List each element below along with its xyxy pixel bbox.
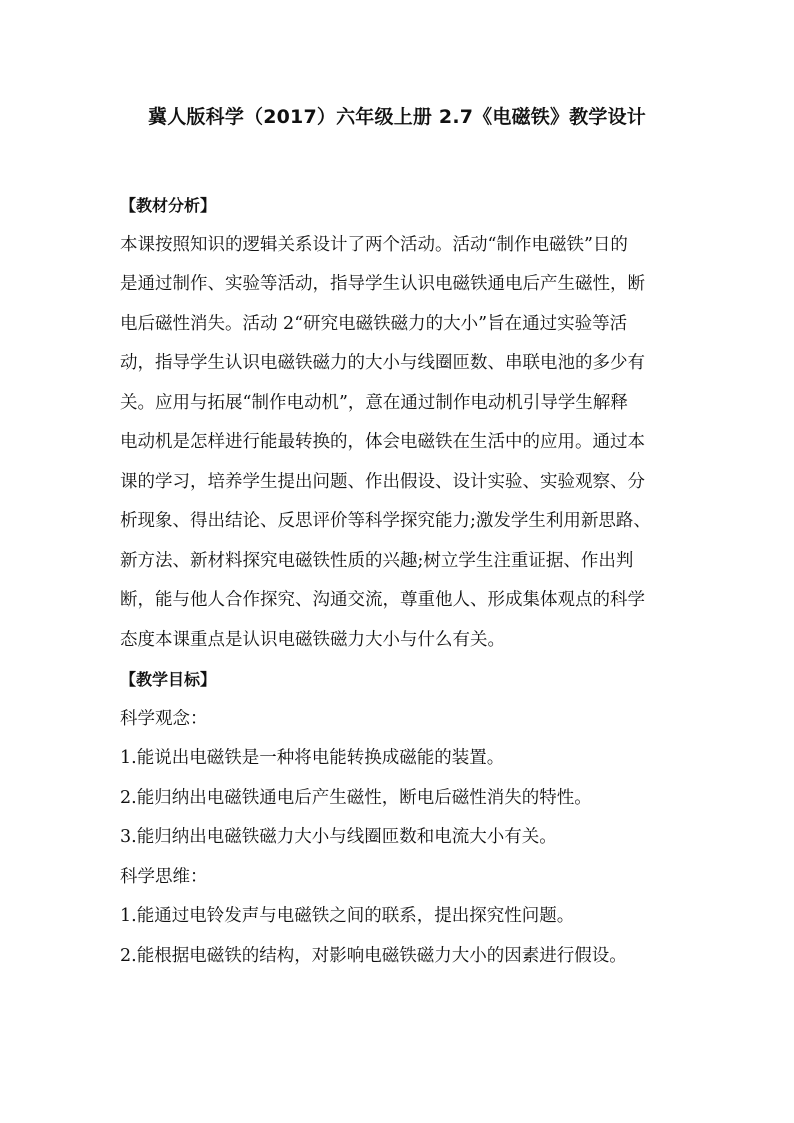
list-item: 2.能归纳出电磁铁通电后产生磁性，断电后磁性消失的特性。 [120,787,592,808]
paragraph-line: 课的学习，培养学生提出问题、作出假设、设计实验、实验观察、分 [120,471,645,492]
paragraph-line: 析现象、得出结论、反思评价等科学探究能力;激发学生利用新思路、 [120,511,651,531]
paragraph-line: 新方法、新材料探究电磁铁性质的兴趣;树立学生注重证据、作出判 [120,550,634,571]
subsection-label-science-concept: 科学观念： [120,708,208,729]
document-body [120,186,686,976]
paragraph-line: 动，指导学生认识电磁铁磁力的大小与线圈匝数、串联电池的多少有 [120,353,645,373]
paragraph-line: 本课按照知识的逻辑关系设计了两个活动。活动“制作电磁铁”日的 [120,234,628,255]
paragraph-line: 电后磁性消失。活动 2“研究电磁铁磁力的大小”旨在通过实验等活 [120,313,628,334]
document-title: 冀人版科学（2017）六年级上册 2.7《电磁铁》教学设计 [148,106,646,128]
paragraph-line: 是通过制作、实验等活动，指导学生认识电磁铁通电后产生磁性，断 [120,274,645,294]
paragraph-line: 断，能与他人合作探究、沟通交流，尊重他人、形成集体观点的科学 [120,590,645,610]
paragraph-line: 关。应用与拓展“制作电动机”，意在通过制作电动机引导学生解释 [120,392,628,413]
subsection-label-science-thinking: 科学思维： [120,866,208,887]
list-item: 2.能根据电磁铁的结构，对影响电磁铁磁力大小的因素进行假设。 [120,945,627,966]
paragraph-line: 态度本课重点是认识电磁铁磁力大小与什么有关。 [120,629,505,650]
list-item: 1.能说出电磁铁是一种将电能转换成磁能的装置。 [120,748,505,768]
list-item: 1.能通过电铃发声与电磁铁之间的联系，提出探究性问题。 [120,906,575,926]
paragraph-line: 电动机是怎样进行能最转换的，体会电磁铁在生活中的应用。通过本 [120,432,645,452]
section-heading-teaching-goals: 【教学目标】 [120,670,217,689]
list-item: 3.能归纳出电磁铁磁力大小与线圈匝数和电流大小有关。 [120,827,557,847]
section-heading-textbook-analysis: 【教材分析】 [120,196,217,215]
